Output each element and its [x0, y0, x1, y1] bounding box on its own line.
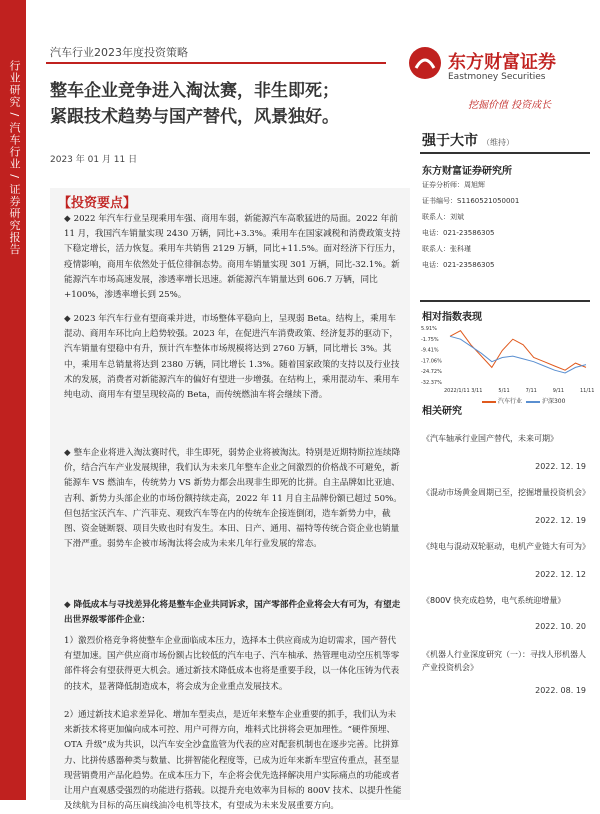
legend-label-auto: 汽车行业	[498, 398, 523, 405]
x-tick-label: 5/11	[498, 388, 510, 394]
x-tick-label: 11/11	[580, 388, 595, 394]
page-title	[50, 78, 410, 130]
rating: 强于大市 （维持）	[422, 133, 514, 149]
chart-legend	[480, 396, 565, 405]
x-tick-label: 2022/1/11	[444, 388, 470, 394]
related-report-1[interactable]: 《汽车轴承行业国产替代，未来可期》	[422, 434, 558, 443]
report-type: 汽车行业2023年度投资策略	[50, 46, 188, 59]
summary-paragraph-4: ◆ 降低成本与寻找差异化将是整车企业共同诉求，国产零部件企业将会大有可为，有望走出世界级零部件企业：	[64, 600, 401, 626]
related-report-1-date: 2022. 12. 19	[535, 462, 586, 471]
relative-chart-title: 相对指数表现	[422, 312, 482, 323]
x-tick-label: 9/11	[552, 388, 565, 394]
y-tick-label: -9.41%	[421, 347, 439, 354]
related-report-4-date: 2022. 10. 20	[535, 622, 586, 631]
series-line-汽车行业	[450, 331, 586, 371]
x-tick-label: 7/11	[525, 388, 537, 394]
y-tick-label: 5.91%	[421, 326, 437, 332]
related-report-5[interactable]: 《机器人行业深度研究（一）：寻找人形机器人产业投资机会》	[422, 650, 586, 672]
header-divider	[46, 62, 386, 64]
brand-logo	[408, 44, 588, 90]
brand-name: 东方财富证券	[448, 52, 556, 73]
phone-2: 电话：021-23586305	[422, 261, 495, 269]
contact-1: 联系人：刘斌	[422, 213, 464, 221]
report-date: 2023 年 01 月 11 日	[50, 155, 138, 165]
y-tick-label: -32.37%	[421, 380, 442, 386]
right-divider-2	[420, 300, 590, 302]
analyst: 证券分析师：周旭辉	[422, 181, 485, 189]
brand-en: Eastmoney Securities	[448, 72, 546, 82]
y-tick-label: -24.72%	[421, 369, 442, 376]
legend-label-hs300: 沪深300	[541, 398, 566, 405]
x-tick-label: 3/11	[471, 388, 483, 394]
related-report-3-date: 2022. 12. 12	[535, 570, 586, 579]
summary-paragraph-3: ◆ 整车企业将进入淘汰赛时代，非生即死，弱势企业将被淘汰。特别是近期特斯拉连续降价，结合汽车产业发展规律，我们认为未来几年整车企业之间激烈的价格战不可避免，新能源车 VS 燃油车，传统势力 VS 新势力都会出现非生即死的比拼。自主品牌如比亚迪、吉利、新势力头部企业的市场份额持续走高，2022 年 11 月自主品牌份额已超过 50%。但包括宝沃汽车、广汽菲克、观致汽车等在内的传统车企接连倒闭，造车新势力中，截图、资金链断裂、项目失败也时有发生。本田、日产、通用、福特等传统合资企业也销量下滑严重。弱势车企被市场淘汰将会成为未来几年行业发展的常态。	[64, 448, 402, 550]
summary-paragraph-2: ◆ 2023 年汽车行业有望商乘并进，市场整体平稳向上，呈现弱 Beta。结构上，乘用车混动、商用车环比向上趋势较强。2023 年，在促进汽车消费政策、经济复苏的驱动下，汽车销量有望稳中有升，预计汽车整体市场规模将达到 2760 万辆，同比增长 3%。其中，乘用车总销量将达到 2380 万辆，同比增长 1.3%。随着国家政策的支持以及行业技术的发展，消费者对新能源汽车的偏好有望进一步增强。在结构上，乘用混动车、乘用车纯电动、商用车有望呈现较高的 Beta，而传统燃油车将会继续下滑。	[64, 314, 400, 401]
summary-paragraph-6: 2）通过新技术追求差异化、增加车型卖点，是近年来整车企业重要的抓手，我们认为未来新技术将更加偏向成本可控、用户可得方向，堆料式比拼将会更加理性。“硬件预埋、OTA 升级”成为共识，以汽车安全沙盒监管为代表的应对配套机制也在逐步完善。比拼算力、比拼传感器种类与数量、比拼智能化程度等，已成为近年来新车型宣传重点，甚至显现营销费用产品化趋势。在成本压力下，车企将会优先选择解决用户实际痛点的功能或者让用户直观感受强烈的功能进行搭载。以提升充电效率为目标的 800V 技术、以提升性能及续航为目标的高压扁线油冷电机等技术，有望成为未来发展重要方向。	[64, 710, 402, 812]
logo-icon	[408, 46, 442, 80]
summary-heading: 【投资要点】	[58, 196, 137, 211]
summary-paragraph-1: ◆ 2022 年汽车行业呈现乘用车强、商用车弱，新能源汽车高歌猛进的局面。2022 年前 11 月，我国汽车销量实现 2430 万辆，同比+3.3%。乘用车在国家减税和消费政策支持下稳定增长，活力恢复。乘用车共销售 2129 万辆，同比+11.5%。面对经济下行压力，疫情影响，商用车依然处于低位徘徊态势。商用车销量实现 301 万辆，同比-32.1%。新能源汽车市场高速发展，渗透率增长迅速。新能源汽车销量达到 606.7 万辆，同比+100%，渗透率增长到 25%。	[64, 214, 401, 301]
summary-box	[50, 188, 410, 812]
phone-1: 电话：021-23586305	[422, 229, 495, 237]
related-research-title: 相关研究	[422, 406, 462, 417]
relative-index-chart	[420, 324, 595, 394]
license: 证书编号：S1160521050001	[422, 197, 520, 205]
related-report-4[interactable]: 《800V 快充成趋势，电气系统迎增量》	[422, 596, 566, 605]
title-line-2: 紧跟技术趋势与国产替代，风景独好。	[50, 107, 339, 127]
right-divider-1	[420, 152, 590, 154]
institute-name: 东方财富证券研究所	[422, 166, 512, 177]
legend-swatch-auto	[482, 401, 496, 403]
contact-2: 联系人：张科瑾	[422, 245, 471, 253]
legend-swatch-hs300	[526, 401, 540, 403]
related-report-5-date: 2022. 08. 19	[535, 686, 586, 695]
sidebar-strip	[0, 0, 26, 800]
summary-paragraph-5: 1）激烈价格竞争将使整车企业面临成本压力，选择本土供应商成为迫切需求，国产替代有望加速。国产供应商市场份额占比较低的汽车电子、汽车柚承、热管理电动空压机等零部件将会有望获得更大机会。通过新技术降低成本也将是重要手段，以一体化压铸为代表的技术，显著降低制造成本，将会成为企业重点发展技术。	[64, 636, 400, 692]
brand-slogan: 挖掘价值 投资成长	[468, 100, 552, 111]
related-report-3[interactable]: 《纯电与混动双轮驱动，电机产业链大有可为》	[422, 542, 590, 551]
related-report-2-date: 2022. 12. 19	[535, 516, 586, 525]
sidebar-text: 行业研究 / 汽车行业 / 证券研究报告	[8, 60, 21, 256]
related-report-2[interactable]: 《混动市场黄金周期已至，挖掘增量投资机会》	[422, 488, 590, 497]
y-tick-label: -17.06%	[421, 358, 442, 365]
y-tick-label: -1.75%	[421, 336, 439, 343]
title-line-1: 整车企业竞争进入淘汰赛，非生即死；	[50, 81, 339, 101]
